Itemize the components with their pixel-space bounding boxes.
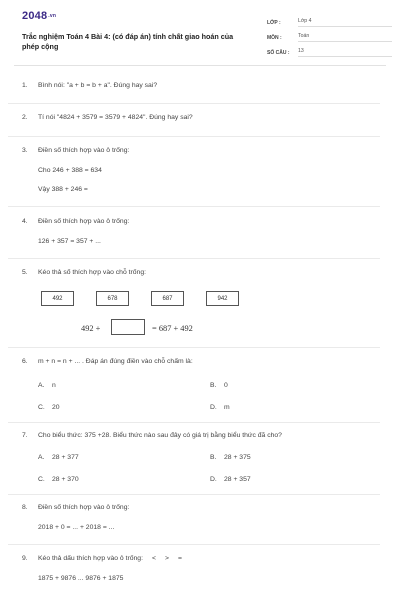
question-line: Cho 246 + 388 = 634 (38, 167, 102, 174)
meta-row-class (267, 15, 392, 30)
question-7 (22, 432, 382, 488)
question-text: Kéo thả dấu thích hợp vào ô trống: < > = (38, 555, 182, 562)
question-line: 1875 + 9876 ... 9876 + 1875 (38, 575, 124, 582)
question-4 (22, 218, 382, 250)
question-number: 4. (22, 218, 28, 225)
equation-right: = 687 + 492 (152, 324, 193, 333)
drag-tiles (41, 291, 361, 307)
question-6 (22, 358, 382, 414)
question-number: 1. (22, 82, 28, 89)
meta-value: Lớp 4 (298, 18, 392, 27)
question-text: Tí nói "4824 + 3579 = 3579 + 4824". Đúng hay sai? (38, 114, 193, 121)
equation-left: 492 + (81, 324, 101, 333)
question-number: 7. (22, 432, 28, 439)
question-line: Vậy 388 + 246 = (38, 186, 88, 193)
drag-tile[interactable]: 942 (206, 291, 239, 306)
logo-tld: .vn (48, 13, 57, 20)
meta-row-count (267, 45, 392, 60)
drag-symbol[interactable]: = (177, 555, 182, 562)
question-text: Cho biểu thức: 375 +28. Biểu thức nào sau đây có giá trị bằng biểu thức đã cho? (38, 432, 282, 439)
question-number: 5. (22, 269, 28, 276)
question-number: 9. (22, 555, 28, 562)
drag-tile[interactable]: 492 (41, 291, 74, 306)
meta-row-subject (267, 30, 392, 45)
question-text: Điền số thích hợp vào ô trống: (38, 218, 130, 225)
question-number: 8. (22, 504, 28, 511)
answer-option-c[interactable]: C. 28 + 370 (38, 476, 79, 483)
question-3 (22, 147, 382, 199)
question-text: Điền số thích hợp vào ô trống: (38, 504, 130, 511)
question-1 (22, 82, 382, 96)
meta-key: LỚP : (267, 19, 281, 26)
drag-symbol[interactable]: > (164, 555, 169, 562)
question-5 (22, 269, 382, 341)
question-number: 3. (22, 147, 28, 154)
divider (8, 136, 380, 137)
answer-option-d[interactable]: D. m (210, 404, 230, 411)
drag-symbol[interactable]: < (151, 555, 156, 562)
answer-option-a[interactable]: A. n (38, 382, 56, 389)
question-2 (22, 114, 382, 128)
divider (8, 347, 380, 348)
question-line: 126 + 357 = 357 + ... (38, 238, 101, 245)
drop-slot[interactable] (111, 319, 145, 335)
meta-value: Toán (298, 33, 392, 42)
answer-option-d[interactable]: D. 28 + 357 (210, 476, 251, 483)
question-text: Điền số thích hợp vào ô trống: (38, 147, 130, 154)
answer-option-a[interactable]: A. 28 + 377 (38, 454, 79, 461)
meta-key: MÔN : (267, 34, 282, 41)
divider (8, 258, 380, 259)
drag-tile[interactable]: 678 (96, 291, 129, 306)
question-text: Kéo thả số thích hợp vào chỗ trống: (38, 269, 146, 276)
question-9 (22, 555, 382, 591)
answer-option-c[interactable]: C. 20 (38, 404, 60, 411)
question-number: 6. (22, 358, 28, 365)
quiz-title: Trắc nghiệm Toán 4 Bài 4: (có đáp án) tính chất giao hoán của phép cộng (22, 32, 234, 51)
site-logo[interactable]: 2048.vn (22, 10, 57, 22)
worksheet-header (14, 0, 386, 66)
quiz-meta (267, 15, 392, 60)
meta-key: SỐ CÂU : (267, 49, 290, 56)
question-text: m + n = n + ... . Đáp án đúng điền vào chỗ chấm là: (38, 358, 193, 365)
question-number: 2. (22, 114, 28, 121)
divider (8, 494, 380, 495)
meta-value: 13 (298, 48, 392, 57)
divider (8, 206, 380, 207)
divider (8, 103, 380, 104)
question-text: Bình nói: "a + b = b + a". Đúng hay sai? (38, 82, 158, 89)
answer-option-b[interactable]: B. 0 (210, 382, 228, 389)
question-line: 2018 + 0 = ... + 2018 = ... (38, 524, 115, 531)
divider (8, 422, 380, 423)
answer-option-b[interactable]: B. 28 + 375 (210, 454, 251, 461)
divider (8, 544, 380, 545)
question-8 (22, 504, 382, 536)
drag-tile[interactable]: 687 (151, 291, 184, 306)
